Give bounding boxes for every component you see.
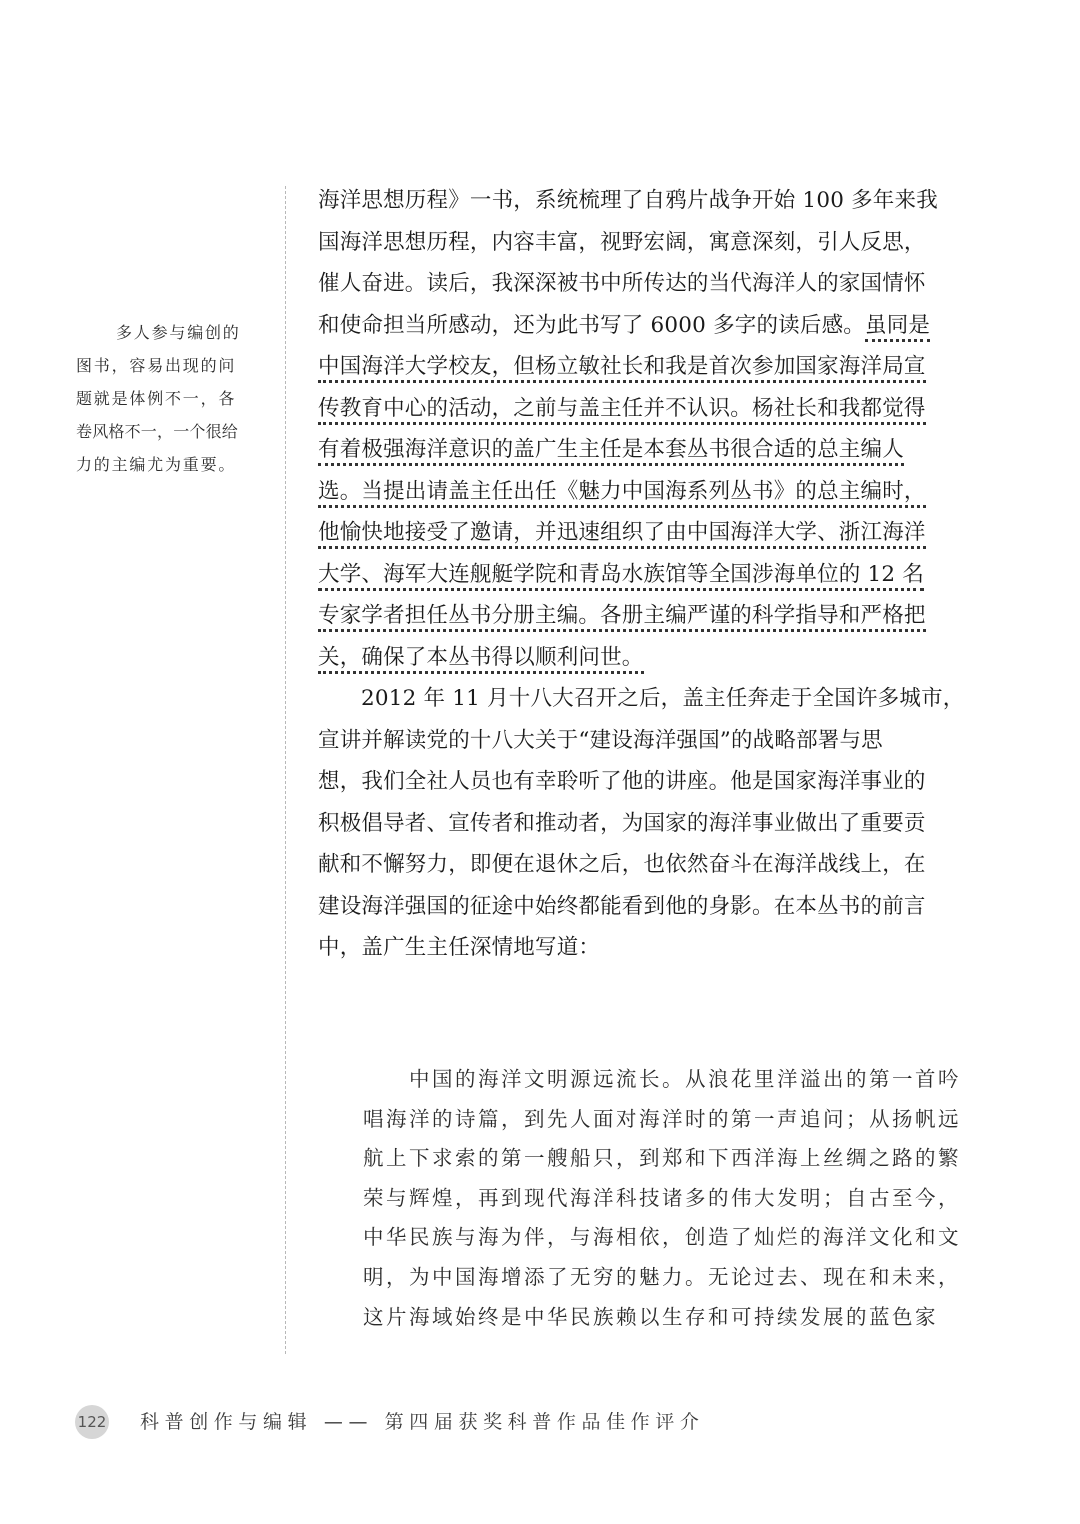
margin-note bbox=[76, 316, 262, 481]
emphasis-line bbox=[318, 637, 958, 679]
emphasis-text: 关，确保了本丛书得以顺利问世。 bbox=[318, 645, 644, 674]
emphasis-line bbox=[318, 471, 958, 513]
text-line: 想，我们全社人员也有幸聆听了他的讲座。他是国家海洋事业的 bbox=[318, 769, 926, 794]
column-divider bbox=[285, 186, 286, 1354]
text-line: 献和不懈努力，即便在退休之后，也依然奋斗在海洋战线上，在 bbox=[318, 852, 926, 877]
quote-line: 明，为中国海增添了无穷的魅力。无论过去、现在和未来， bbox=[363, 1264, 961, 1289]
quote-line: 唱海洋的诗篇，到先人面对海洋时的第一声追问；从扬帆远 bbox=[363, 1106, 961, 1131]
margin-note-line: 多人参与编创的 bbox=[116, 323, 241, 342]
margin-note-line: 图书，容易出现的问 bbox=[76, 356, 237, 375]
quote-line: 中国的海洋文明源远流长。从浪花里洋溢出的第一首吟 bbox=[409, 1067, 961, 1091]
margin-note-line: 力的主编尤为重要。 bbox=[76, 455, 237, 474]
text-line: 海洋思想历程》一书，系统梳理了自鸦片战争开始 100 多年来我 bbox=[318, 188, 938, 213]
text-line: 国海洋思想历程，内容丰富，视野宏阔，寓意深刻，引人反思， bbox=[318, 229, 926, 255]
emphasis-text: 专家学者担任丛书分册主编。各册主编严谨的科学指导和严格把 bbox=[318, 603, 926, 632]
emphasis-line bbox=[318, 595, 958, 637]
text-line: 2012 年 11 月十八大召开之后，盖主任奔走于全国许多城市， bbox=[361, 686, 965, 711]
emphasis-text: 传教育中心的活动，之前与盖主任并不认识。杨社长和我都觉得 bbox=[318, 396, 926, 425]
emphasis-text: 选。当提出请盖主任出任《魅力中国海系列丛书》的总主编时， bbox=[318, 479, 926, 508]
quote-line: 这片海域始终是中华民族赖以生存和可持续发展的蓝色家 bbox=[363, 1304, 938, 1329]
text-line: 催人奋进。读后，我深深被书中所传达的当代海洋人的家国情怀 bbox=[318, 271, 926, 296]
emphasis-text: 有着极强海洋意识的盖广生主任是本套丛书很合适的总主编人 bbox=[318, 437, 904, 466]
quote-line: 中华民族与海为伴，与海相依，创造了灿烂的海洋文化和文 bbox=[363, 1225, 961, 1250]
emphasis-segment: 虽同是 bbox=[865, 313, 930, 342]
quote-line: 航上下求索的第一艘船只，到郑和下西洋海上丝绸之路的繁 bbox=[363, 1146, 961, 1171]
emphasis-line bbox=[318, 429, 958, 471]
emphasis-line bbox=[318, 554, 958, 596]
emphasis-line bbox=[318, 388, 958, 430]
margin-note-line: 卷风格不一，一个很给 bbox=[76, 422, 239, 441]
text-segment: 和使命担当所感动，还为此书写了 6000 多字的读后感。 bbox=[318, 312, 865, 338]
main-text bbox=[318, 180, 965, 969]
emphasis-text: 中国海洋大学校友，但杨立敏社长和我是首次参加国家海洋局宣 bbox=[318, 354, 926, 383]
text-line: 中，盖广生主任深情地写道： bbox=[318, 935, 601, 960]
emphasis-text: 大学、海军大连舰艇学院和青岛水族馆等全国涉海单位的 12 名 bbox=[318, 562, 924, 591]
emphasis-line bbox=[318, 512, 958, 554]
text-line: 宣讲并解读党的十八大关于“建设海洋强国”的战略部署与思 bbox=[318, 727, 883, 753]
text-line bbox=[318, 305, 958, 347]
page-number: 122 bbox=[75, 1405, 109, 1439]
quote-line: 荣与辉煌，再到现代海洋科技诸多的伟大发明；自古至今， bbox=[363, 1185, 961, 1210]
running-footer-title: 科普创作与编辑 —— 第四届获奖科普作品佳作评介 bbox=[140, 1411, 705, 1433]
margin-note-line: 题就是体例不一，各 bbox=[76, 389, 237, 408]
emphasis-line bbox=[318, 346, 958, 388]
emphasis-text: 他愉快地接受了邀请，并迅速组织了由中国海洋大学、浙江海洋 bbox=[318, 520, 926, 549]
text-line: 建设海洋强国的征途中始终都能看到他的身影。在本丛书的前言 bbox=[318, 893, 926, 919]
block-quote bbox=[363, 1060, 961, 1337]
text-line: 积极倡导者、宣传者和推动者，为国家的海洋事业做出了重要贡 bbox=[318, 810, 926, 836]
